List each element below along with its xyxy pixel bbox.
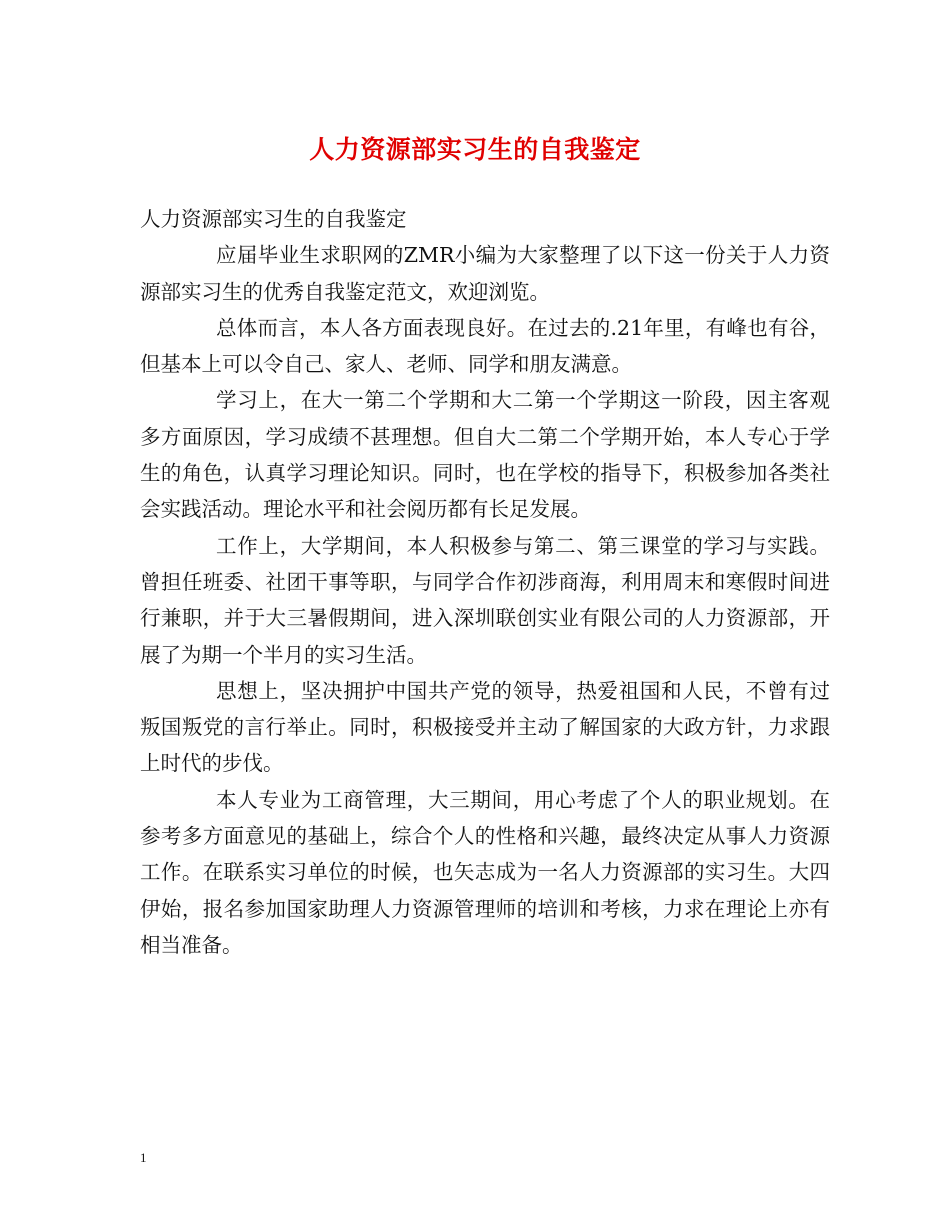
document-title: 人力资源部实习生的自我鉴定	[309, 135, 641, 164]
paragraph-work: 工作上，大学期间，本人积极参与第二、第三课堂的学习与实践。曾担任班委、社团干事等职，与同学合作初涉商海，利用周末和寒假时间进行兼职，并于大三暑假期间，进入深圳联创实业有限公司的人力资源部，开展了为期一个半月的实习生活。	[140, 533, 830, 667]
paragraph-study: 学习上，在大一第二个学期和大二第一个学期这一阶段，因主客观多方面原因，学习成绩不甚理想。但自大二第二个学期开始，本人专心于学生的角色，认真学习理论知识。同时，也在学校的指导下，积极参加各类社会实践活动。理论水平和社会阅历都有长足发展。	[140, 388, 830, 522]
page-number: 1	[140, 1150, 147, 1165]
document-body	[140, 201, 830, 963]
paragraph-career: 本人专业为工商管理，大三期间，用心考虑了个人的职业规划。在参考多方面意见的基础上，综合个人的性格和兴趣，最终决定从事人力资源工作。在联系实习单位的时候，也矢志成为一名人力资源部的实习生。大四伊始，报名参加国家助理人力资源管理师的培训和考核，力求在理论上亦有相当准备。	[140, 787, 830, 957]
paragraph-intro: 应届毕业生求职网的ZMR小编为大家整理了以下这一份关于人力资源部实习生的优秀自我鉴定范文，欢迎浏览。	[140, 243, 830, 304]
paragraph-ideology: 思想上，坚决拥护中国共产党的领导，热爱祖国和人民，不曾有过叛国叛党的言行举止。同时，积极接受并主动了解国家的大政方针，力求跟上时代的步伐。	[140, 678, 830, 776]
paragraph-overall: 总体而言，本人各方面表现良好。在过去的.21年里，有峰也有谷，但基本上可以令自己、家人、老师、同学和朋友满意。	[140, 315, 830, 377]
subtitle-line: 人力资源部实习生的自我鉴定	[140, 207, 407, 231]
